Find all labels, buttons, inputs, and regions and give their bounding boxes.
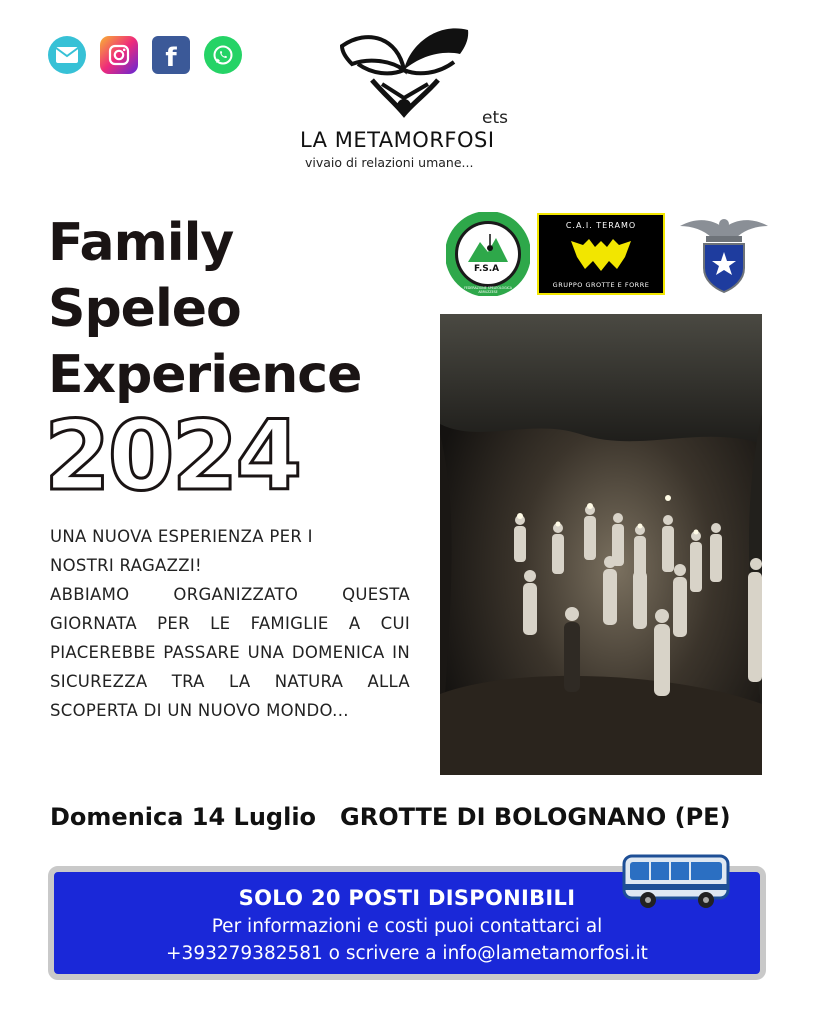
- org-name: LA METAMORFOSI: [300, 128, 495, 152]
- facebook-icon[interactable]: [152, 36, 190, 74]
- event-date-place: [50, 803, 810, 831]
- social-icons: [48, 36, 242, 74]
- fsa-badge-icon: [446, 212, 530, 296]
- event-place: GROTTE DI BOLOGNANO (PE): [340, 803, 731, 831]
- metamorfosi-logo-icon: [338, 24, 472, 124]
- org-ets: ets: [482, 108, 508, 128]
- bus-icon: [620, 852, 732, 912]
- fsa-abbr: F.S.A: [474, 264, 500, 274]
- info-title: SOLO 20 POSTI DISPONIBILI: [238, 886, 576, 910]
- fsa-logo: [446, 212, 530, 296]
- event-date: Domenica 14 Luglio: [50, 803, 317, 831]
- event-title: [48, 210, 361, 408]
- cave-photo: [440, 314, 762, 775]
- org-tagline: vivaio di relazioni umane...: [305, 155, 474, 170]
- fsa-ring-text: FEDERAZIONE SPELEOLOGICA ABRUZZESE: [464, 286, 512, 294]
- cai-eagle-emblem-icon: [678, 212, 770, 296]
- info-line-1: Per informazioni e costi puoi contattarci al: [211, 916, 603, 937]
- description: [50, 522, 410, 725]
- facebook-letter: f: [165, 43, 177, 73]
- bat-icon: [569, 235, 633, 275]
- whatsapp-icon[interactable]: [204, 36, 242, 74]
- title-line-experience: Experience: [48, 345, 362, 405]
- title-line-speleo: Speleo: [48, 279, 241, 339]
- description-intro: UNA NUOVA ESPERIENZA PER I NOSTRI RAGAZZI!: [50, 527, 313, 575]
- info-line-2[interactable]: +393279382581 o scrivere a info@lametamorfosi.it: [166, 943, 648, 964]
- cai-teramo-logo: [537, 213, 665, 295]
- instagram-icon[interactable]: [100, 36, 138, 74]
- cai-top-label: C.A.I. TERAMO: [565, 221, 637, 230]
- title-line-family: Family: [48, 213, 234, 273]
- title-year: 2024: [44, 400, 300, 512]
- description-details: ABBIAMO ORGANIZZATO QUESTA GIORNATA PER LE FAMIGLIE A CUI PIACEREBBE PASSARE UNA DOMENICA IN SICUREZZA TRA LA NATURA ALLA SCOPERTA DI UN NUOVO MONDO...: [50, 585, 410, 720]
- mail-icon[interactable]: [48, 36, 86, 74]
- cai-bottom-label: GRUPPO GROTTE E FORRE: [552, 281, 650, 289]
